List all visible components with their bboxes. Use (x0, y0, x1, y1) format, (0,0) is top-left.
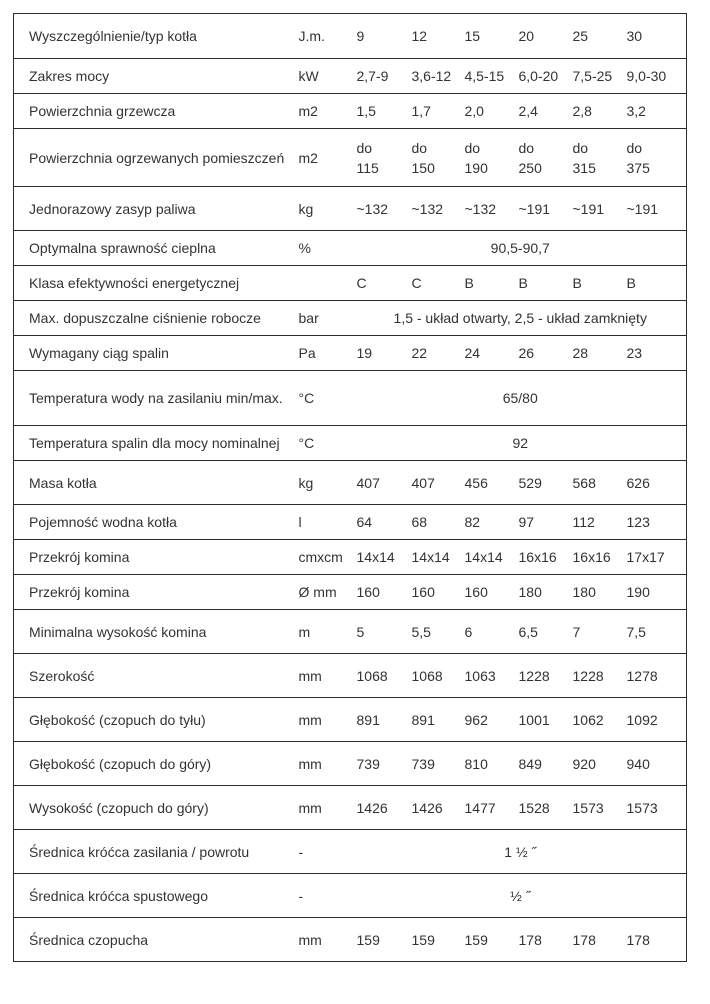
row-label: Temperatura wody na zasilaniu min/max. (14, 371, 298, 426)
row-value (625, 129, 687, 187)
row-value: B (463, 266, 517, 301)
row-value: 1528 (517, 786, 571, 830)
row-unit: °C (298, 426, 355, 461)
row-label: Zakres mocy (14, 59, 298, 94)
row-label: Powierzchnia ogrzewanych pomieszczeń (14, 129, 298, 187)
row-value: ~132 (355, 187, 410, 231)
row-value: 626 (625, 461, 687, 505)
row-value: 962 (463, 698, 517, 742)
row-value: 22 (410, 336, 463, 371)
row-value: 160 (463, 575, 517, 610)
row-label: Przekrój komina (14, 540, 298, 575)
row-value: 6,5 (517, 610, 571, 654)
row-label: Max. dopuszczalne ciśnienie robocze (14, 301, 298, 336)
row-value: 190 (625, 575, 687, 610)
row-value: 407 (355, 461, 410, 505)
row-value: 1001 (517, 698, 571, 742)
row-unit: bar (298, 301, 355, 336)
table-row (14, 231, 687, 266)
row-value: 160 (410, 575, 463, 610)
header-type: 30 (625, 14, 687, 59)
row-value: 2,0 (463, 94, 517, 129)
row-label: Minimalna wysokość komina (14, 610, 298, 654)
row-value: 407 (410, 461, 463, 505)
row-shared-value: 1 ½ ˝ (355, 830, 687, 874)
row-value: 178 (626, 931, 650, 948)
row-unit: mm (298, 742, 355, 786)
row-value: 1278 (625, 654, 687, 698)
row-unit: m2 (298, 129, 355, 187)
row-label: Temperatura spalin dla mocy nominalnej (14, 426, 298, 461)
row-label: Klasa efektywności energetycznej (14, 266, 298, 301)
row-label: Powierzchnia grzewcza (14, 94, 298, 129)
row-value: 2,4 (517, 94, 571, 129)
table-row (14, 426, 687, 461)
header-type: 15 (463, 14, 517, 59)
table-row (14, 129, 687, 187)
row-value-line: do (464, 139, 481, 156)
row-value: B (571, 266, 625, 301)
row-unit: % (298, 231, 355, 266)
table-row (14, 918, 687, 962)
row-value: ~191 (517, 187, 571, 231)
table-row (14, 786, 687, 830)
row-label: Średnica króćca zasilania / powrotu (14, 830, 298, 874)
row-unit: l (298, 505, 355, 540)
row-value: 5,5 (410, 610, 463, 654)
row-unit: mm (298, 698, 355, 742)
header-label: Wyszczególnienie/typ kotła (14, 14, 298, 59)
row-value-line: 315 (572, 159, 596, 176)
table-row (14, 336, 687, 371)
row-value: 920 (571, 742, 625, 786)
row-value: 4,5-15 (463, 59, 517, 94)
row-value-line: 150 (411, 159, 435, 176)
row-unit: - (298, 830, 355, 874)
row-label: Średnica czopucha (29, 931, 149, 948)
row-value: 178 (572, 931, 596, 948)
row-value: 1062 (571, 698, 625, 742)
row-value: 1,5 (355, 94, 410, 129)
row-unit: mm (298, 654, 355, 698)
row-value: 14x14 (355, 540, 410, 575)
row-value: 159 (411, 931, 435, 948)
row-value (571, 129, 625, 187)
table-row (14, 266, 687, 301)
row-unit: Pa (298, 336, 355, 371)
row-label: Pojemność wodna kotła (14, 505, 298, 540)
row-label: Optymalna sprawność cieplna (14, 231, 298, 266)
table-row (14, 59, 687, 94)
row-value: 891 (355, 698, 410, 742)
row-value: 1068 (410, 654, 463, 698)
row-unit: °C (298, 371, 355, 426)
row-label: Głębokość (czopuch do tyłu) (14, 698, 298, 742)
row-value: ~191 (571, 187, 625, 231)
row-value-line: 375 (626, 159, 650, 176)
row-value: 82 (463, 505, 517, 540)
row-unit: kg (298, 461, 355, 505)
row-value: 159 (356, 931, 380, 948)
row-unit (298, 266, 355, 301)
row-value-line: do (518, 139, 535, 156)
row-unit: mm (298, 931, 322, 948)
row-unit: m (298, 610, 355, 654)
row-value: 1228 (517, 654, 571, 698)
table-row (14, 94, 687, 129)
table-row (14, 742, 687, 786)
row-value: 6 (463, 610, 517, 654)
row-value: 6,0-20 (517, 59, 571, 94)
header-type: 25 (571, 14, 625, 59)
row-value: 19 (355, 336, 410, 371)
header-type: 12 (410, 14, 463, 59)
row-shared-value: 92 (355, 426, 687, 461)
row-value-line: 115 (356, 159, 379, 176)
row-value-line: 250 (518, 159, 542, 176)
row-value: 24 (463, 336, 517, 371)
row-label: Szerokość (14, 654, 298, 698)
row-value: 123 (625, 505, 687, 540)
row-value: 849 (517, 742, 571, 786)
row-value: 112 (571, 505, 625, 540)
row-value-line: do (356, 139, 373, 156)
table-row (14, 575, 687, 610)
row-value: 1573 (625, 786, 687, 830)
table-row (14, 301, 687, 336)
row-unit: - (298, 874, 355, 918)
row-value: 1068 (355, 654, 410, 698)
row-value: 160 (355, 575, 410, 610)
row-value: 3,6-12 (410, 59, 463, 94)
header-type: 9 (355, 14, 410, 59)
row-value: 456 (463, 461, 517, 505)
row-value-line: do (411, 139, 428, 156)
row-shared-value: ½ ˝ (355, 874, 687, 918)
row-value-line: 190 (464, 159, 488, 176)
row-label: Wymagany ciąg spalin (14, 336, 298, 371)
row-value-line: do (572, 139, 589, 156)
row-value: 568 (571, 461, 625, 505)
row-value: ~132 (463, 187, 517, 231)
table-row (14, 461, 687, 505)
row-value: 1426 (410, 786, 463, 830)
row-value: 16x16 (517, 540, 571, 575)
row-value: 7,5 (625, 610, 687, 654)
row-unit: m2 (298, 94, 355, 129)
row-label: Wysokość (czopuch do góry) (14, 786, 298, 830)
row-value: 1426 (355, 786, 410, 830)
table-row (14, 505, 687, 540)
row-value: 1092 (625, 698, 687, 742)
row-value: 1,7 (410, 94, 463, 129)
table-row (14, 654, 687, 698)
row-value: 14x14 (410, 540, 463, 575)
row-value: 891 (410, 698, 463, 742)
row-value: 2,7-9 (355, 59, 410, 94)
row-value: 1573 (571, 786, 625, 830)
row-value: 2,8 (571, 94, 625, 129)
spec-table-body (14, 14, 687, 962)
row-value: 1063 (463, 654, 517, 698)
header-row (14, 14, 687, 59)
row-unit: Ø mm (298, 575, 355, 610)
row-value: 739 (355, 742, 410, 786)
row-unit: kg (298, 187, 355, 231)
row-value-line: do (626, 139, 643, 156)
row-value (463, 129, 517, 187)
row-label: Średnica króćca spustowego (14, 874, 298, 918)
row-value: 17x17 (625, 540, 687, 575)
row-value: 9,0-30 (625, 59, 687, 94)
row-value: 16x16 (571, 540, 625, 575)
table-row (14, 830, 687, 874)
table-row (14, 187, 687, 231)
row-shared-value: 90,5-90,7 (355, 231, 687, 266)
row-value: 1477 (463, 786, 517, 830)
table-row (14, 698, 687, 742)
row-value: 180 (571, 575, 625, 610)
row-value: 3,2 (625, 94, 687, 129)
row-unit: mm (298, 786, 355, 830)
row-value: 159 (464, 931, 488, 948)
row-value: 178 (518, 931, 542, 948)
table-row (14, 371, 687, 426)
row-value: 7 (571, 610, 625, 654)
row-value: 26 (517, 336, 571, 371)
row-value: 739 (410, 742, 463, 786)
row-label: Przekrój komina (14, 575, 298, 610)
row-unit: kW (298, 59, 355, 94)
row-value: B (625, 266, 687, 301)
row-value (517, 129, 571, 187)
row-label: Głębokość (czopuch do góry) (14, 742, 298, 786)
header-type: 20 (517, 14, 571, 59)
row-value: 529 (517, 461, 571, 505)
row-value: ~191 (625, 187, 687, 231)
row-unit: cmxcm (298, 540, 355, 575)
row-value: 28 (571, 336, 625, 371)
row-value: B (517, 266, 571, 301)
row-value: 14x14 (463, 540, 517, 575)
row-label: Jednorazowy zasyp paliwa (14, 187, 298, 231)
row-label: Masa kotła (14, 461, 298, 505)
row-value: 97 (517, 505, 571, 540)
row-value: 7,5-25 (571, 59, 625, 94)
row-value: 68 (410, 505, 463, 540)
row-value: 1228 (571, 654, 625, 698)
table-row (14, 540, 687, 575)
table-row (14, 874, 687, 918)
row-value: 23 (625, 336, 687, 371)
row-value: C (410, 266, 463, 301)
row-value: ~132 (410, 187, 463, 231)
row-value: 5 (355, 610, 410, 654)
row-value (410, 129, 463, 187)
row-value: 180 (517, 575, 571, 610)
header-unit: J.m. (298, 14, 355, 59)
row-shared-value: 1,5 - układ otwarty, 2,5 - układ zamknięty (355, 301, 687, 336)
row-value: 64 (355, 505, 410, 540)
row-value (355, 129, 410, 187)
row-value: 940 (625, 742, 687, 786)
table-row (14, 610, 687, 654)
row-value: 810 (463, 742, 517, 786)
boiler-spec-table (13, 13, 687, 962)
row-shared-value: 65/80 (355, 371, 687, 426)
row-value: C (355, 266, 410, 301)
